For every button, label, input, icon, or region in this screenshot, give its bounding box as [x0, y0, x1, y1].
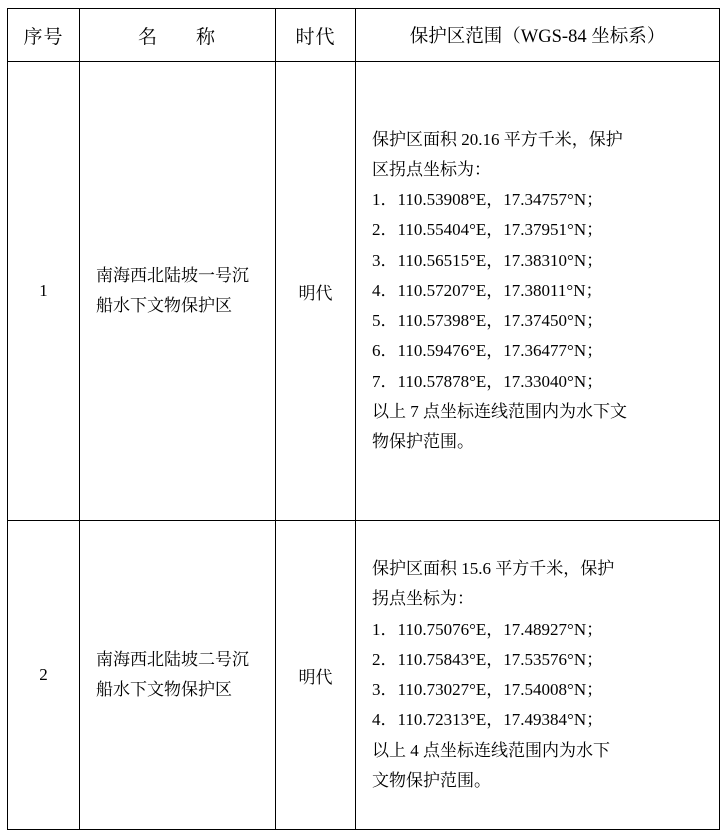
column-header-era: 时代: [276, 9, 356, 62]
underwater-heritage-protection-table: [7, 8, 720, 830]
range-line: 7．110.57878°E，17.33040°N；: [372, 371, 604, 391]
cell-protection-range: [356, 521, 720, 830]
range-line: 3．110.56515°E，17.38310°N；: [372, 250, 604, 270]
table-body: [8, 62, 720, 830]
table-header-row: [8, 9, 720, 62]
column-header-range: 保护区范围（WGS-84 坐标系）: [356, 9, 720, 62]
column-header-name: 名 称: [80, 9, 276, 62]
range-line: 4．110.72313°E，17.49384°N；: [372, 710, 604, 730]
column-header-index: 序号: [8, 9, 80, 62]
range-line: 3．110.73027°E，17.54008°N；: [372, 680, 604, 699]
range-line: 1．110.75076°E，17.48927°N；: [372, 619, 604, 639]
range-line: 文物保护范围。: [372, 770, 491, 790]
range-line: 以上 7 点坐标连线范围内为水下文: [372, 401, 627, 421]
cell-site-name: 南海西北陆坡二号沉船水下文物保护区: [80, 521, 276, 830]
range-line: 1．110.53908°E，17.34757°N；: [372, 190, 604, 210]
document-page: [0, 8, 727, 790]
range-line: 以上 4 点坐标连线范围内为水下: [372, 740, 610, 760]
range-line: 2．110.55404°E，17.37951°N；: [372, 220, 604, 240]
cell-site-name: 南海西北陆坡一号沉船水下文物保护区: [80, 62, 276, 521]
table-header: [8, 9, 720, 62]
range-line: 5．110.57398°E，17.37450°N；: [372, 311, 604, 331]
range-line: 6．110.59476°E，17.36477°N；: [372, 341, 604, 361]
range-line: 物保护范围。: [372, 432, 474, 452]
cell-era: 明代: [276, 521, 356, 830]
range-line: 4．110.57207°E，17.38011°N；: [372, 280, 603, 300]
range-line: 拐点坐标为：: [372, 589, 474, 609]
table-row: [8, 521, 720, 830]
cell-index: 2: [8, 521, 80, 830]
range-line: 区拐点坐标为：: [372, 159, 491, 179]
cell-index: 1: [8, 62, 80, 521]
cell-era: 明代: [276, 62, 356, 521]
cell-protection-range: [356, 62, 720, 521]
range-line: 保护区面积 15.6 平方千米，保护: [372, 559, 615, 578]
range-line: 保护区面积 20.16 平方千米，保护: [372, 129, 623, 149]
range-line: 2．110.75843°E，17.53576°N；: [372, 649, 604, 669]
table-row: [8, 62, 720, 521]
